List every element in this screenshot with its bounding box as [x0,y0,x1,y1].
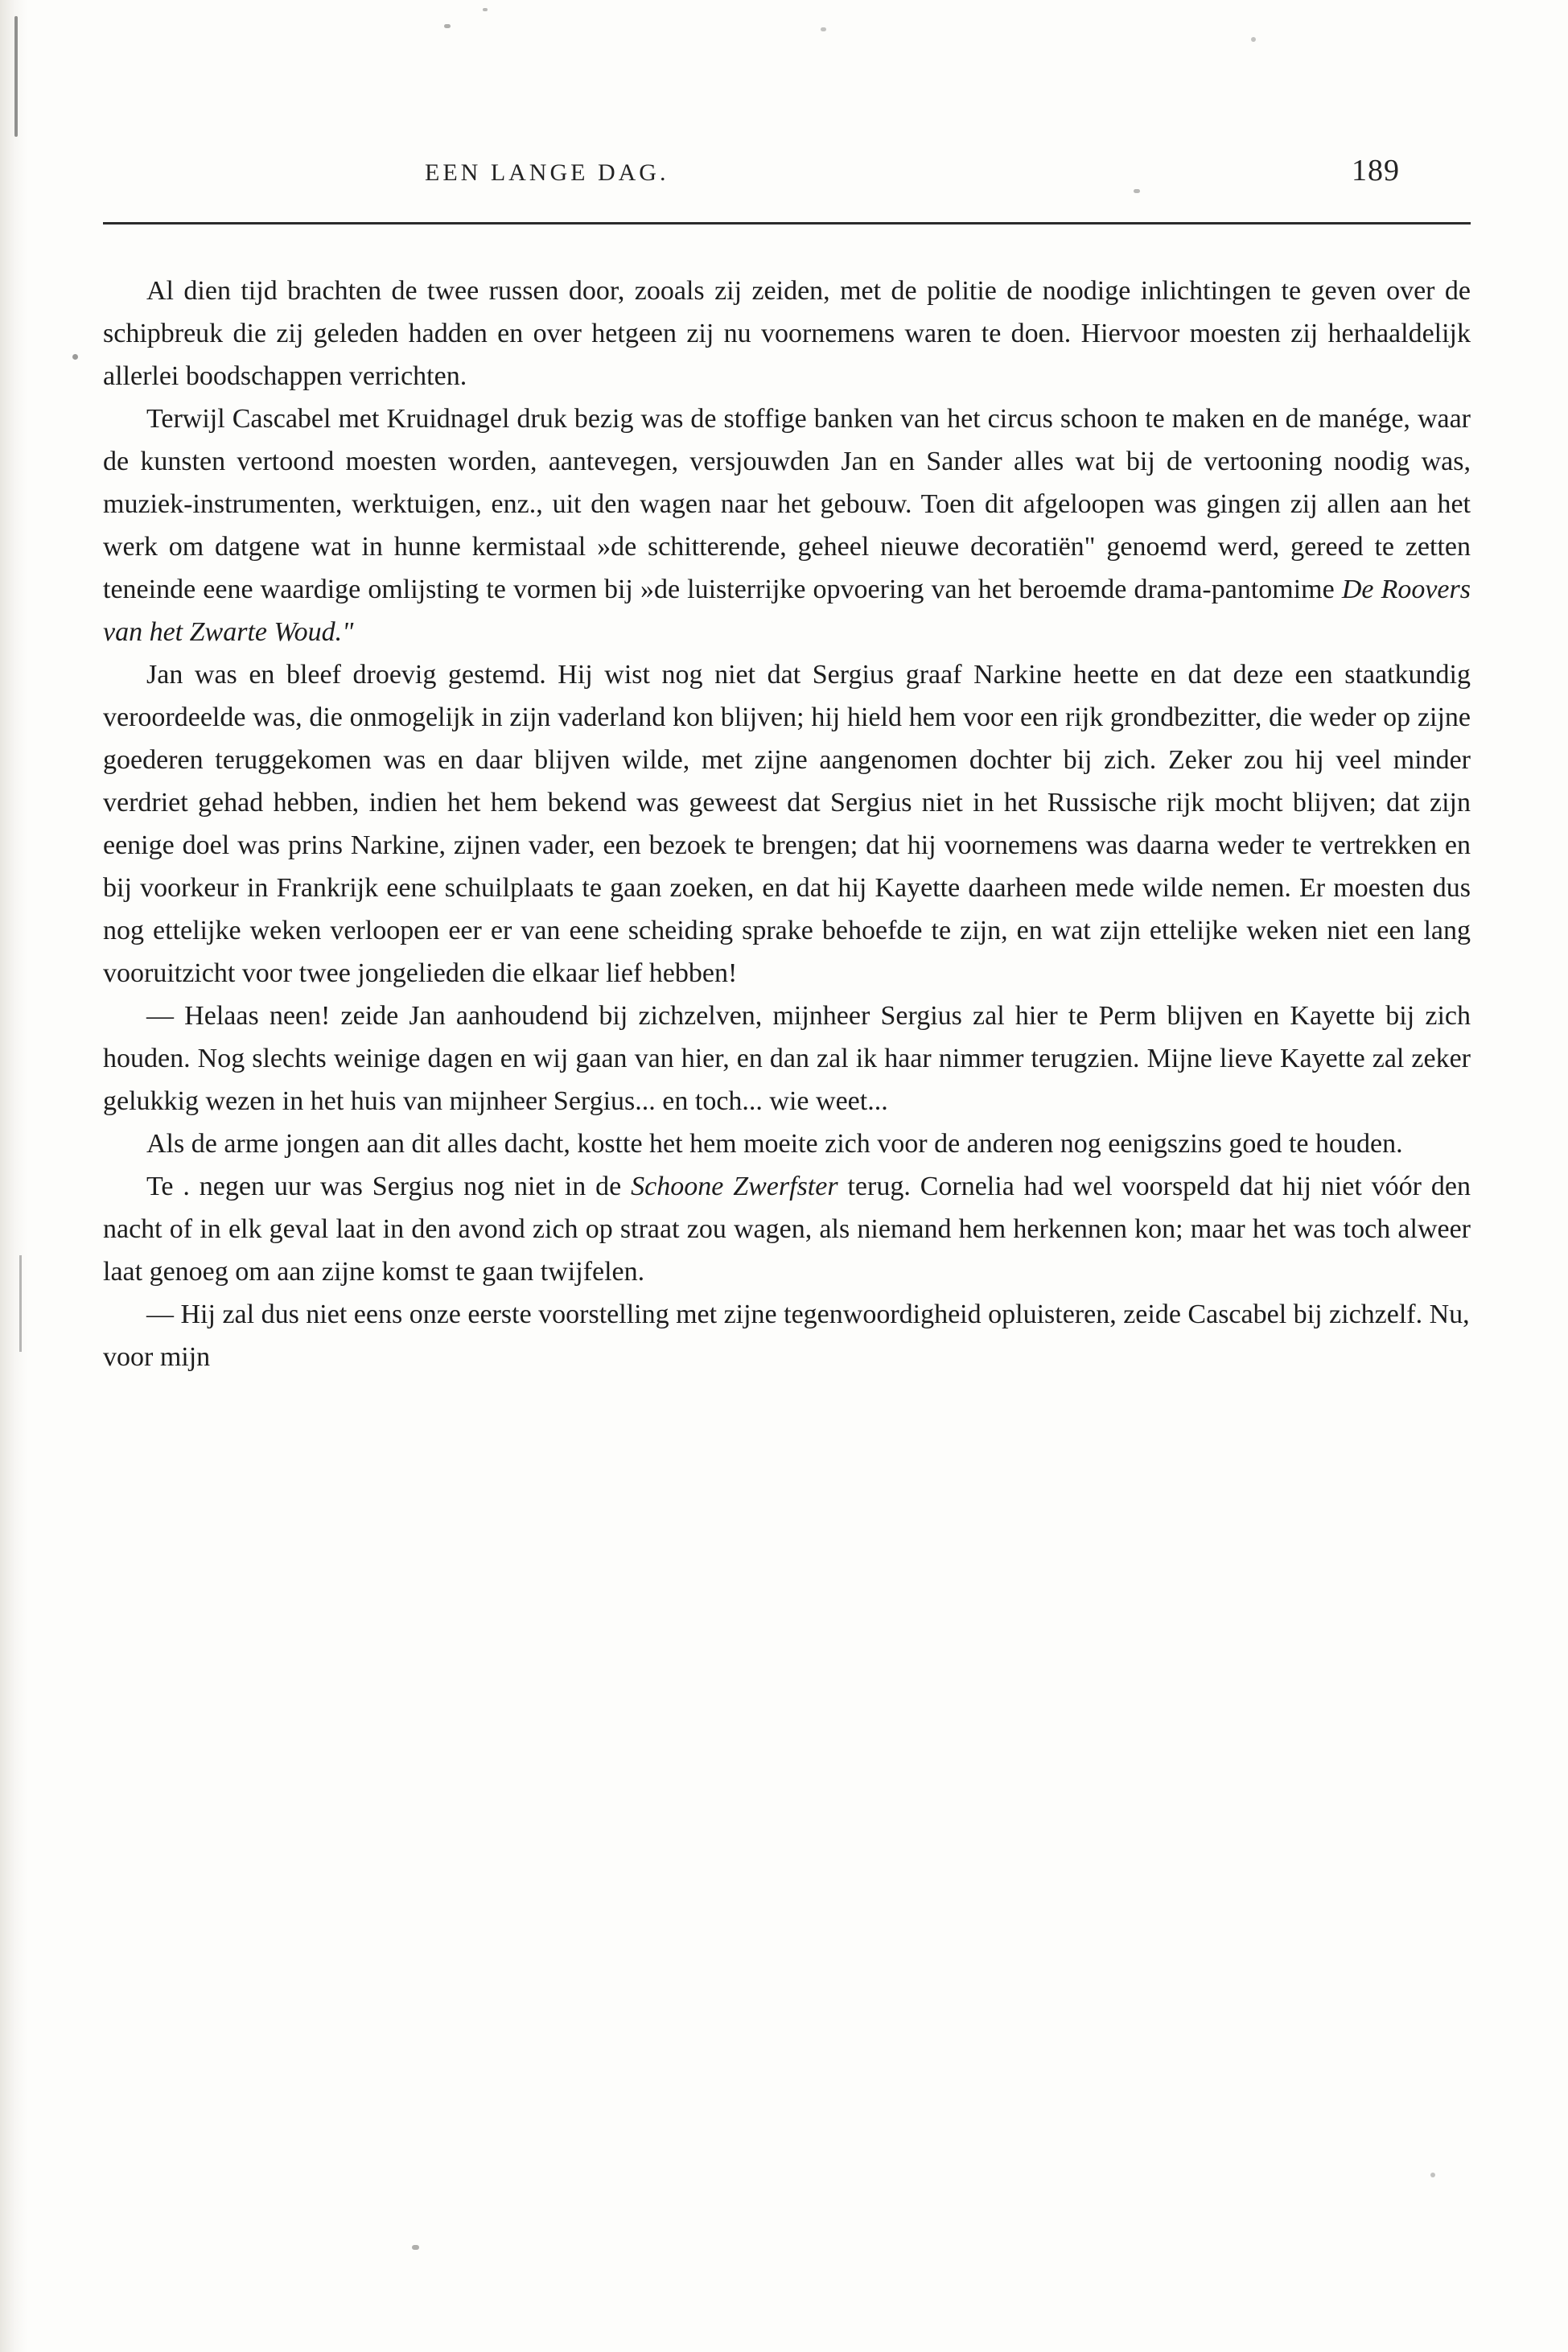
paragraph-text: Terwijl Cascabel met Kruidnagel druk bezig was de stoffige banken van het circus schoon te maken en de manége, waar de kunsten vertoond moesten worden, aantevegen, versjouwden Jan en Sander alles wat bij de vertooning noodig was, muziek-instrumenten, werktuigen, enz., uit den wagen naar het gebouw. Toen dit afgeloopen was gingen zij allen aan het werk om datgene wat in hunne kermistaal »de schitterende, geheel nieuwe decoratiën" genoemd werd, gereed te zetten teneinde eene waardige omlijsting te vormen bij »de luisterrijke opvoering van het beroemde drama-pantomime [103,404,1471,604]
scan-artifact [444,24,451,28]
scan-artifact [1430,2173,1435,2177]
paragraph: — Helaas neen! zeide Jan aanhoudend bij zichzelven, mijnheer Sergius zal hier te Perm blijven en Kayette bij zich houden. Nog slechts weinige dagen en wij gaan van hier, en dan zal ik haar nimmer terugzien. Mijne lieve Kayette zal zeker gelukkig wezen in het huis van mijnheer Sergius... en toch... wie weet... [103,1001,1471,1116]
paragraph [103,397,1471,653]
scan-artifact [19,1255,22,1352]
header-rule [103,222,1471,224]
paragraph: Jan was en bleef droevig gestemd. Hij wist nog niet dat Sergius graaf Narkine heette en dat deze een staatkundig veroordeelde was, die onmogelijk in zijn vaderland kon blijven; hij hield hem voor een rijk grondbezitter, die weder op zijne goederen teruggekomen was en daar blijven wilde, met zijne aangenomen dochter bij zich. Zeker zou hij veel minder verdriet gehad hebben, indien het hem bekend was geweest dat Sergius niet in het Russische rijk mocht blijven; dat zijn eenige doel was prins Narkine, zijnen vader, een bezoek te brengen; dat hij voornemens was daarna weder te vertrekken en bij voorkeur in Frankrijk eene schuilplaats te gaan zoeken, en dat hij Kayette daarheen mede wilde nemen. Er moesten dus nog ettelijke weken verloopen eer er van eene scheiding sprake behoefde te zijn, en wat zijn ettelijke weken niet een lang vooruitzicht voor twee jongelieden die elkaar lief hebben! [103,660,1471,988]
paragraph-text-after-italic: terug. Cornelia had wel voorspeld dat hij niet vóór den nacht of in elk geval laat in den avond zich op straat zou wagen, als niemand hem herkennen kon; maar het was toch alweer laat genoeg om aan zijne komst te gaan twijfelen. [103,1172,1471,1287]
page-content [103,153,1471,1378]
paragraph: — Hij zal dus niet eens onze eerste voorstelling met zijne tegenwoordigheid opluisteren, zeide Cascabel bij zichzelf. Nu, voor mijn [103,1300,1470,1372]
scan-artifact [1251,37,1256,42]
paragraph: Als de arme jongen aan dit alles dacht, kostte het hem moeite zich voor de anderen nog eenigszins goed te houden. [146,1129,1403,1159]
book-title-italic: De Roovers van het Zwarte Woud." [103,575,1471,647]
page-edge-shadow [0,0,27,2352]
body-text [103,270,1471,1378]
page-number: 189 [1352,154,1400,187]
ship-name-italic: Schoone Zwerfster [631,1172,838,1201]
scan-artifact [821,27,826,31]
scan-artifact [14,16,18,137]
paragraph: Al dien tijd brachten de twee russen door, zooals zij zeiden, met de politie de noodige inlichtingen te geven over de schipbreuk die zij geleden hadden en over hetgeen zij nu voornemens waren te doen. Hiervoor moesten zij herhaaldelijk allerlei boodschappen verrichten. [103,276,1471,391]
scan-artifact [412,2245,419,2250]
scan-artifact [483,8,488,11]
paragraph-text-before-italic: Te . negen uur was Sergius nog niet in de [146,1172,632,1201]
running-head-title: EEN LANGE DAG. [425,159,669,186]
running-head [103,153,1471,188]
scan-artifact [72,354,78,360]
paragraph [103,1165,1471,1293]
